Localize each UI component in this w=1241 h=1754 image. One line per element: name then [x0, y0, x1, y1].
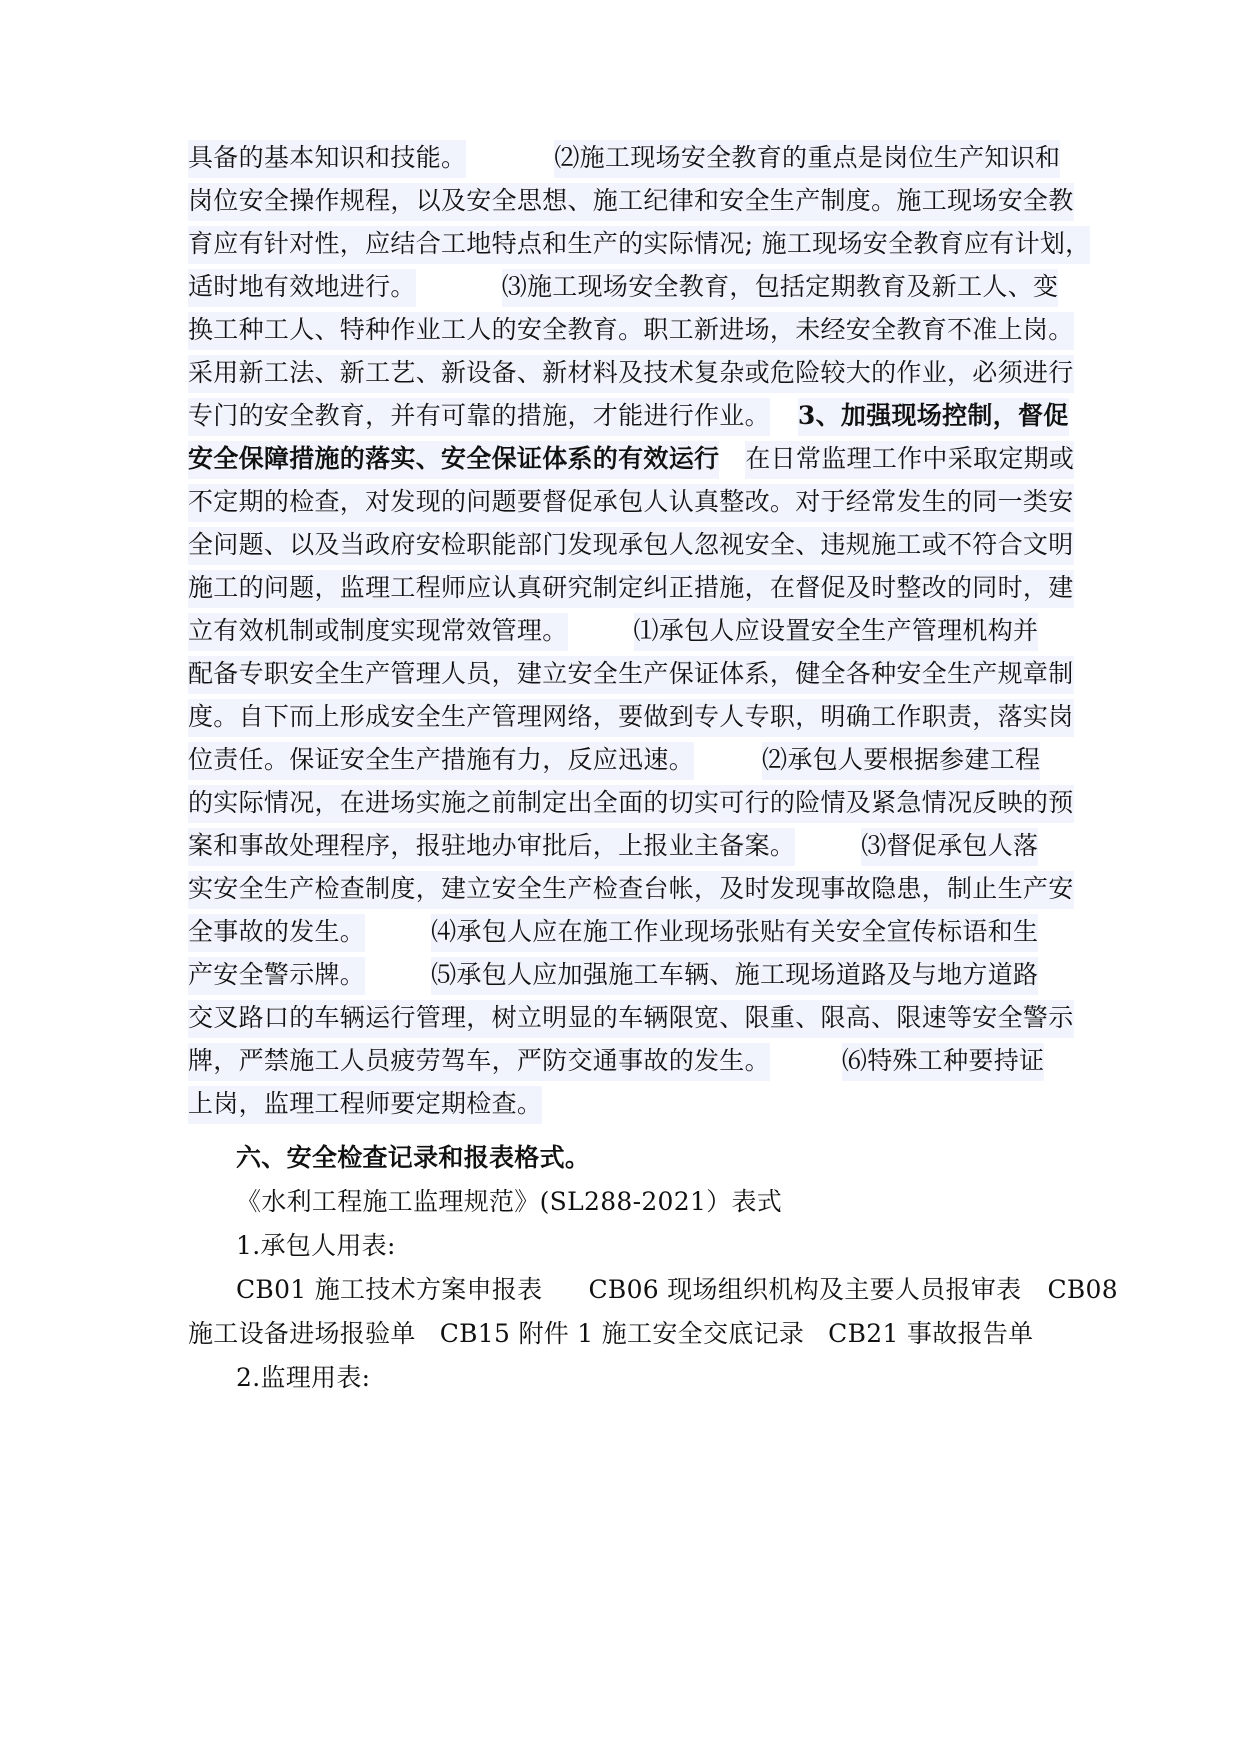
form-cb21: CB21 事故报告单 — [828, 1319, 1034, 1348]
text-line: 育应有针对性，应结合工地特点和生产的实际情况; 施工现场安全教育应有计划， — [188, 220, 1090, 268]
text-line: 专门的安全教育，并有可靠的措施，才能进行作业。 3、加强现场控制，督促 — [188, 392, 1069, 440]
forms-line-2 — [188, 1310, 1033, 1358]
text-line: 施工的问题，监理工程师应认真研究制定纠正措施，在督促及时整改的同时，建 — [188, 564, 1074, 612]
text-line: 适时地有效地进行。 ⑶施工现场安全教育，包括定期教育及新工人、变 — [188, 263, 1058, 311]
text-line: 度。自下而上形成安全生产管理网络，要做到专人专职，明确工作职责，落实岗 — [188, 693, 1074, 741]
heading-3-inline-cont: 安全保障措施的落实、安全保证体系的有效运行 — [188, 441, 719, 479]
text-line: 案和事故处理程序，报驻地办审批后，上报业主备案。 ⑶督促承包人落 — [188, 822, 1038, 870]
text-line: 全事故的发生。 ⑷承包人应在施工作业现场张贴有关安全宣传标语和生 — [188, 908, 1038, 956]
text-line: 的实际情况，在进场实施之前制定出全面的切实可行的险情及紧急情况反映的预 — [188, 779, 1074, 827]
text-line: 产安全警示牌。 ⑸承包人应加强施工车辆、施工现场道路及与地方道路 — [188, 951, 1038, 999]
text-line: 安全保障措施的落实、安全保证体系的有效运行 在日常监理工作中采取定期或 — [188, 435, 1074, 483]
text-line: 不定期的检查，对发现的问题要督促承包人认真整改。对于经常发生的同一类安 — [188, 478, 1074, 526]
text-line: 具备的基本知识和技能。 ⑵施工现场安全教育的重点是岗位生产知识和 — [188, 134, 1060, 182]
heading-3-inline: 3、加强现场控制，督促 — [798, 398, 1069, 436]
text-line: 实安全生产检查制度，建立安全生产检查台帐，及时发现事故隐患，制止生产安 — [188, 865, 1074, 913]
form-cb08-name: 施工设备进场报验单 — [188, 1319, 416, 1348]
list-item-contractor-forms: 1.承包人用表: — [236, 1231, 396, 1260]
form-cb08: CB08 — [1047, 1275, 1118, 1304]
text-line: 位责任。保证安全生产措施有力，反应迅速。 ⑵承包人要根据参建工程 — [188, 736, 1040, 784]
form-cb06: CB06 现场组织机构及主要人员报审表 — [588, 1275, 1022, 1304]
text-line: 立有效机制或制度实现常效管理。 ⑴承包人应设置安全生产管理机构并 — [188, 607, 1038, 655]
text-line: 岗位安全操作规程，以及安全思想、施工纪律和安全生产制度。施工现场安全教 — [188, 177, 1074, 225]
text-line: 上岗，监理工程师要定期检查。 — [188, 1080, 542, 1128]
text-line: 采用新工法、新工艺、新设备、新材料及技术复杂或危险较大的作业，必须进行 — [188, 349, 1074, 397]
forms-line-1 — [236, 1266, 1118, 1314]
form-cb01: CB01 施工技术方案申报表 — [236, 1275, 543, 1304]
text-line: 配备专职安全生产管理人员，建立安全生产保证体系，健全各种安全生产规章制 — [188, 650, 1074, 698]
text-line: 牌，严禁施工人员疲劳驾车，严防交通事故的发生。 ⑹特殊工种要持证 — [188, 1037, 1044, 1085]
list-item-supervisor-forms: 2.监理用表: — [236, 1363, 371, 1392]
text-line: 换工种工人、特种作业工人的安全教育。职工新进场，未经安全教育不准上岗。 — [188, 306, 1074, 354]
text-line: 全问题、以及当政府安检职能部门发现承包人忽视安全、违规施工或不符合文明 — [188, 521, 1074, 569]
section-heading: 六、安全检查记录和报表格式。 — [236, 1143, 591, 1172]
text-line: 交叉路口的车辆运行管理，树立明显的车辆限宽、限重、限高、限速等安全警示 — [188, 994, 1074, 1042]
form-cb15: CB15 附件 1 施工安全交底记录 — [439, 1319, 805, 1348]
standard-title: 《水利工程施工监理规范》(SL288-2021）表式 — [236, 1187, 783, 1216]
